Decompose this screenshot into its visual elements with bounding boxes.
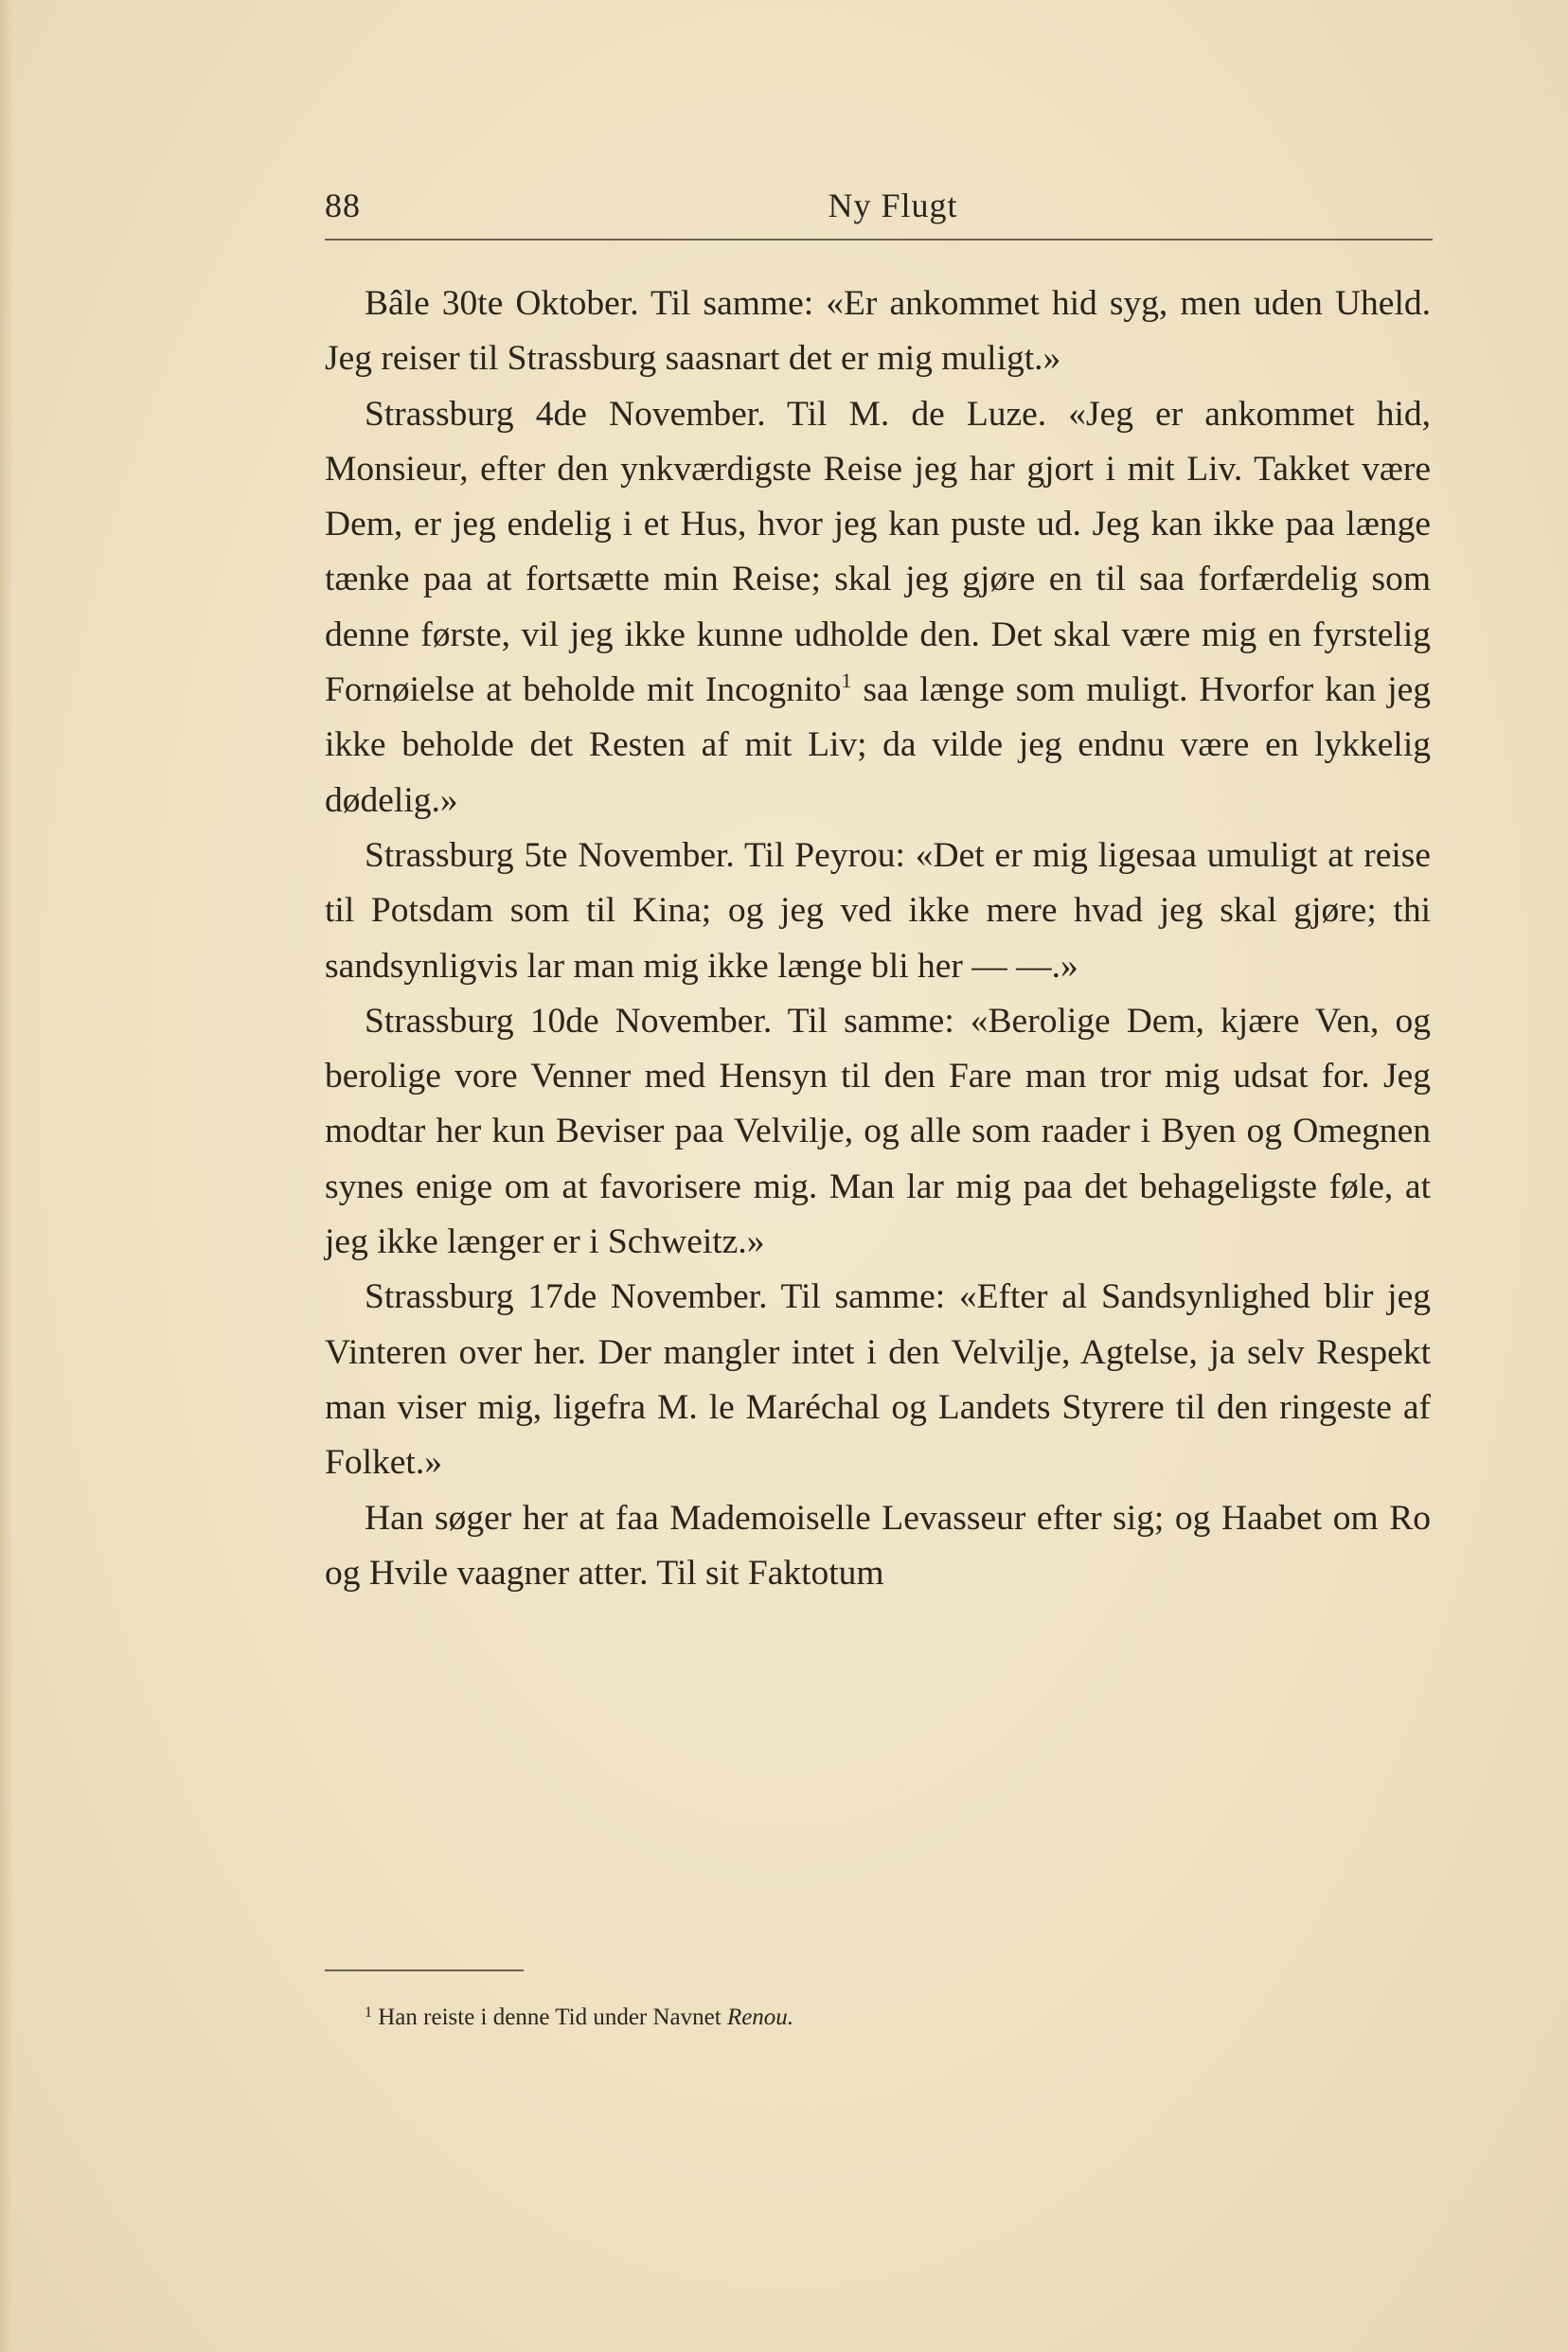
paragraph-text: Strassburg 4de November. Til M. de Luze. «Jeg er ankommet hid, Monsieur, efter den ynkværdigste Reise jeg har gjort i mit Liv. Takket være Dem, er jeg endelig i et Hus, hvor jeg kan puste ud. Jeg kan ikke paa længe tænke paa at fortsætte min Reise; skal jeg gjøre en til saa forfærdelig som denne første, vil jeg ikke kunne udholde den. Det skal være mig en fyrstelig Fornøielse at beholde mit Incognito xyxy=(325,394,1431,710)
header-rule xyxy=(325,239,1433,241)
body-text xyxy=(325,276,1431,1601)
paragraph-bale-30-october: Bâle 30te Oktober. Til samme: «Er ankommet hid syg, men uden Uheld. Jeg reiser til Strassburg saasnart det er mig muligt.» xyxy=(325,284,1431,379)
footnote-text: Han reiste i denne Tid under Navnet xyxy=(378,2005,722,2030)
footnote-marker: 1 xyxy=(365,2005,372,2021)
page-header xyxy=(325,186,1433,235)
paragraph-text-continued: saa længe som muligt. Hvorfor kan jeg ikke beholde det Resten af mit Liv; da vilde jeg endnu være en lykkelig dødelig.» xyxy=(325,670,1432,820)
paragraph-strassburg-5-november: Strassburg 5te November. Til Peyrou: «Det er mig ligesaa umuligt at reise til Potsdam som til Kina; og jeg ved ikke mere hvad jeg skal gjøre; thi sandsynligvis lar man mig ikke længe bli her — —.» xyxy=(325,835,1431,986)
page-number: 88 xyxy=(325,187,361,224)
page-edge-shadow xyxy=(0,0,13,2352)
footnote-name: Renou. xyxy=(726,2005,794,2030)
running-title: Ny Flugt xyxy=(828,187,958,224)
footnote xyxy=(365,2002,793,2034)
footnote-reference: 1 xyxy=(841,668,852,693)
paragraph-strassburg-17-november: Strassburg 17de November. Til samme: «Efter al Sandsynlighed blir jeg Vinteren over her. Der mangler intet i den Velvilje, Agtelse, ja selv Respekt man viser mig, ligefra M. le Maréchal og Landets Styrere til den ringeste af Folket.» xyxy=(325,1277,1431,1483)
paragraph-han-soger: Han søger her at faa Mademoiselle Levasseur efter sig; og Haabet om Ro og Hvile vaagner atter. Til sit Faktotum xyxy=(325,1498,1431,1593)
paragraph-strassburg-10-november: Strassburg 10de November. Til samme: «Berolige Dem, kjære Ven, og berolige vore Venner med Hensyn til den Fare man tror mig udsat for. Jeg modtar her kun Beviser paa Velvilje, og alle som raader i Byen og Omegnen synes enige om at favorisere mig. Man lar mig paa det behageligste føle, at jeg ikke længer er i Schweitz.» xyxy=(325,1001,1431,1262)
footnote-rule xyxy=(325,1969,524,1971)
paragraph-strassburg-4-november xyxy=(325,387,1431,829)
